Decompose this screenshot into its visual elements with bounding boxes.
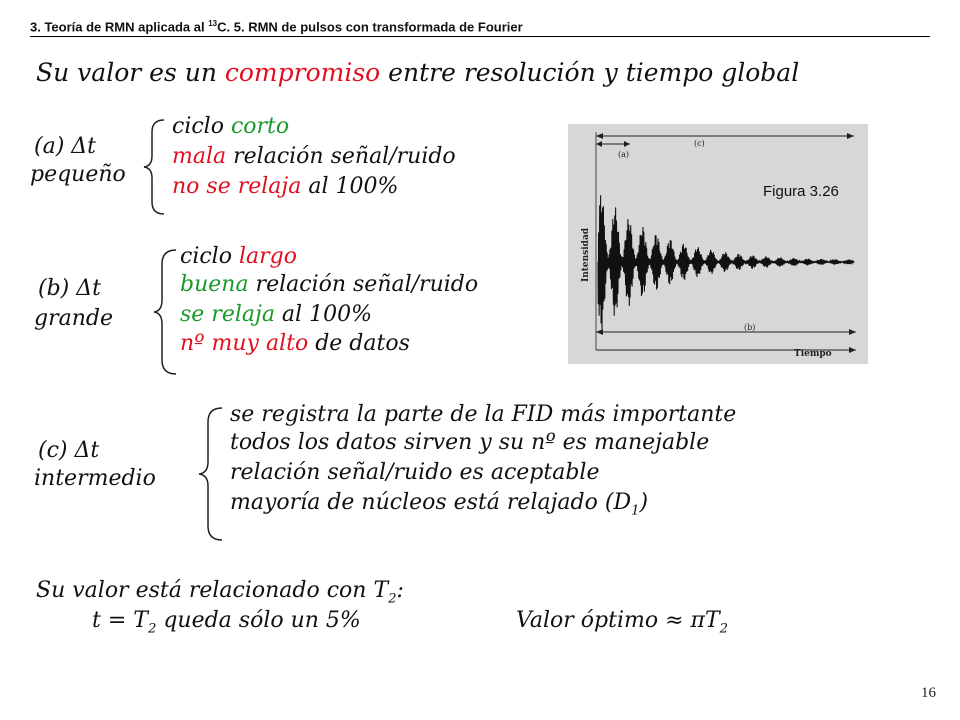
section-c-line-4: mayoría de núcleos está relajado $(D_1)$ xyxy=(230,490,649,519)
header-text-before: 3. Teoría de RMN aplicada al xyxy=(30,19,209,35)
section-c-brace xyxy=(196,406,226,542)
slide-header xyxy=(30,19,930,37)
section-b-line-4: nº muy alto de datos xyxy=(180,331,410,356)
page-number: 16 xyxy=(921,685,936,701)
section-a-label-line1: (a) Δt xyxy=(34,134,97,159)
optimal-value: Valor óptimo ≈ $\pi T_2$ xyxy=(516,608,729,637)
x-axis-label: Tiempo xyxy=(794,349,832,359)
header-superscript: 13 xyxy=(208,19,218,28)
label-c: (c) xyxy=(694,139,705,148)
section-a-brace xyxy=(142,118,168,216)
bottom-line-2: $t = T_2$ queda sólo un 5% xyxy=(92,608,361,637)
section-c-line-2: todos los datos sirven y su nº es manejable xyxy=(230,430,710,455)
figure-caption: Figura 3.26 xyxy=(763,183,839,200)
section-c-label-line1: (c) Δt xyxy=(38,438,100,463)
section-a-line-3: no se relaja al 100% xyxy=(172,174,399,199)
header-text-after: C. 5. RMN de pulsos con transformada de Fourier xyxy=(217,19,523,35)
y-axis-label: Intensidad xyxy=(581,227,591,282)
title-highlight: compromiso xyxy=(224,58,381,87)
fid-figure xyxy=(568,124,868,364)
label-b: (b) xyxy=(744,323,756,332)
section-c-line-1: se registra la parte de la FID más importante xyxy=(230,402,737,427)
section-b-label-line1: (b) Δt xyxy=(38,276,101,301)
section-a-line-2: mala relación señal/ruido xyxy=(172,144,456,169)
slide-title xyxy=(36,58,799,87)
section-b-label-line2: grande xyxy=(34,306,113,331)
section-b-brace xyxy=(152,248,180,376)
title-part-1: Su valor es un xyxy=(36,58,225,87)
label-a: (a) xyxy=(618,150,630,159)
section-a-label-line2: pequeño xyxy=(30,162,126,187)
section-b-line-2: buena relación señal/ruido xyxy=(180,272,479,297)
section-c-line-3: relación señal/ruido es aceptable xyxy=(230,460,600,485)
section-b-line-1: ciclo largo xyxy=(180,244,297,269)
section-c-label-line2: intermedio xyxy=(34,466,156,491)
section-b-line-3: se relaja al 100% xyxy=(180,302,372,327)
title-part-2: entre resolución y tiempo global xyxy=(380,58,800,87)
section-a-line-1: ciclo corto xyxy=(172,114,290,139)
bottom-line-1: Su valor está relacionado con $T_2$: xyxy=(36,578,404,607)
